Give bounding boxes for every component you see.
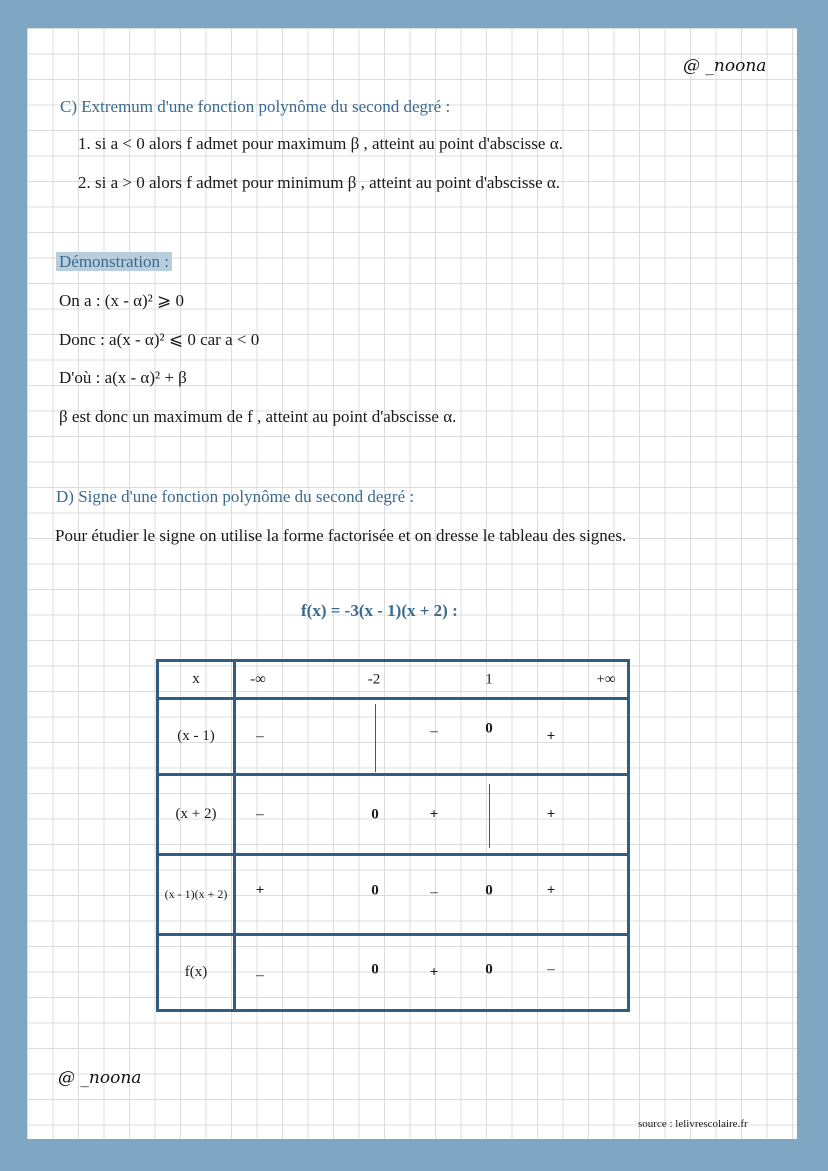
sign: –: [547, 961, 555, 978]
signature-bottom: @ _noona: [58, 1068, 142, 1088]
header-label: x: [158, 661, 235, 699]
row-label-x-minus-1: (x - 1): [158, 699, 235, 775]
row-f: [158, 935, 629, 1011]
section-d-title: D) Signe d'une fonction polynôme du second degré :: [56, 487, 415, 506]
row-label-x-plus-2: (x + 2): [158, 775, 235, 855]
sign: +: [546, 882, 556, 899]
section-c-item-1: 1. si a < 0 alors f admet pour maximum β , atteint au point d'abscisse α.: [78, 134, 563, 153]
row-signs-x-plus-2: [235, 775, 629, 855]
forbidden-bar: [375, 704, 376, 772]
notebook-page: [27, 28, 797, 1139]
demo-line-3: D'où : a(x - α)² + β: [59, 368, 187, 387]
sign: +: [429, 806, 439, 822]
source-credit: source : lelivrescolaire.fr: [638, 1118, 748, 1130]
sign: –: [256, 806, 264, 822]
sign: –: [256, 967, 264, 984]
x-value-minus-2: -2: [367, 671, 381, 687]
zero: 0: [371, 961, 379, 978]
sign: –: [430, 723, 438, 740]
header-values: [235, 661, 629, 699]
zero: 0: [371, 806, 379, 822]
section-c-item-2: 2. si a > 0 alors f admet pour minimum β , atteint au point d'abscisse α.: [78, 173, 561, 192]
forbidden-bar: [489, 784, 490, 848]
demonstration-title: [56, 252, 172, 272]
row-x-minus-1: [158, 699, 629, 775]
demonstration-title-text: Démonstration :: [56, 252, 172, 271]
header-row: [158, 661, 629, 699]
section-d-intro: Pour étudier le signe on utilise la forme factorisée et on dresse le tableau des signes.: [55, 526, 627, 545]
zero: 0: [485, 720, 493, 737]
demo-line-4: β est donc un maximum de f , atteint au point d'abscisse α.: [59, 407, 457, 426]
zero: 0: [485, 961, 493, 978]
sign: +: [546, 728, 556, 744]
function-formula: f(x) = -3(x - 1)(x + 2) :: [301, 601, 458, 620]
signature-top: @ _noona: [683, 56, 767, 76]
x-value-minus-inf: -∞: [250, 671, 266, 687]
sign-table: [156, 659, 630, 1012]
zero: 0: [485, 882, 493, 899]
row-signs-f: [235, 935, 629, 1011]
row-label-product: (x - 1)(x + 2): [158, 855, 235, 935]
row-label-f: f(x): [158, 935, 235, 1011]
sign: –: [256, 728, 264, 744]
x-value-plus-inf: +∞: [596, 671, 616, 687]
row-signs-x-minus-1: [235, 699, 629, 775]
demo-line-2: Donc : a(x - α)² ⩽ 0 car a < 0: [59, 330, 260, 349]
sign: –: [430, 884, 438, 901]
x-value-1: 1: [485, 671, 493, 687]
sign: +: [546, 806, 556, 822]
sign: +: [429, 964, 439, 980]
sign: +: [255, 882, 265, 899]
zero: 0: [371, 882, 379, 899]
row-x-plus-2: [158, 775, 629, 855]
section-c-title: C) Extremum d'une fonction polynôme du second degré :: [60, 97, 451, 116]
demo-line-1: On a : (x - α)² ⩾ 0: [59, 291, 185, 310]
row-product: [158, 855, 629, 935]
row-signs-product: [235, 855, 629, 935]
